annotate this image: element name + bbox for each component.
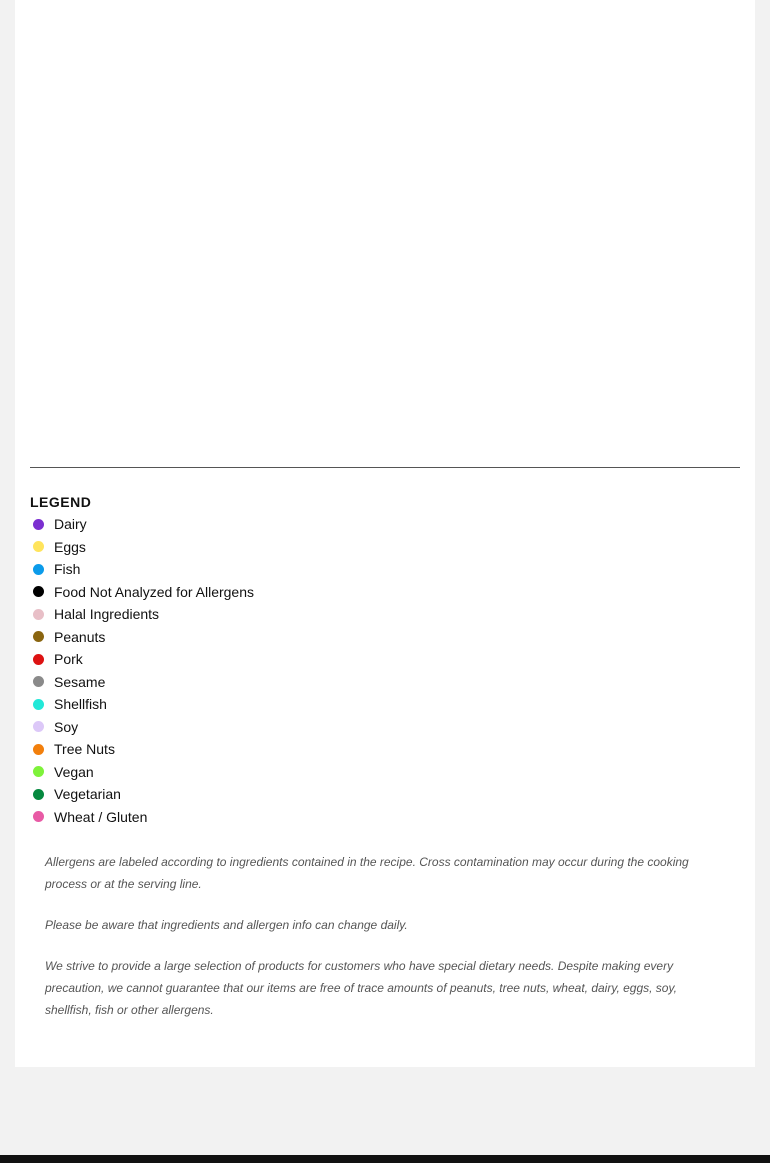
legend-item: [30, 626, 254, 649]
legend-item-label: Soy: [54, 718, 79, 735]
legend-item-label: Halal Ingredients: [54, 606, 160, 623]
legend-item-label: Wheat / Gluten: [54, 808, 148, 825]
eggs-dot-icon: [33, 541, 44, 552]
legend-item-label: Shellfish: [54, 696, 107, 713]
legend-item-label: Dairy: [54, 516, 87, 533]
pork-dot-icon: [33, 654, 44, 665]
legend-item: [30, 603, 254, 626]
disclaimer-cross-contamination: Allergens are labeled according to ingredients contained in the recipe. Cross contamination may occur during the cooking process or at the serving line.: [45, 855, 689, 891]
legend-item-label: Pork: [54, 651, 83, 668]
shellfish-dot-icon: [33, 699, 44, 710]
legend-item: [30, 783, 254, 806]
legend-list: [30, 513, 254, 828]
legend-item: [30, 581, 254, 604]
vegan-dot-icon: [33, 766, 44, 777]
legend-item-label: Eggs: [54, 538, 86, 555]
legend-item-label: Food Not Analyzed for Allergens: [54, 583, 255, 600]
disclaimer-no-guarantee: We strive to provide a large selection of products for customers who have special dietary needs. Despite making every precaution, we cannot guarantee that our items are free of trace amounts of peanuts, tree nuts, wheat, dairy, eggs, soy, shellfish, fish or other allergens.: [45, 959, 677, 1017]
not-analyzed-dot-icon: [33, 586, 44, 597]
soy-dot-icon: [33, 721, 44, 732]
allergen-disclaimer: [45, 851, 725, 1040]
vegetarian-dot-icon: [33, 789, 44, 800]
legend-item: [30, 536, 254, 559]
legend-item: [30, 716, 254, 739]
peanuts-dot-icon: [33, 631, 44, 642]
legend-item-label: Fish: [54, 561, 81, 578]
section-divider: [30, 467, 740, 468]
sesame-dot-icon: [33, 676, 44, 687]
legend-item: [30, 671, 254, 694]
legend-item: [30, 738, 254, 761]
tree-nuts-dot-icon: [33, 744, 44, 755]
fish-dot-icon: [33, 564, 44, 575]
legend-title: LEGEND: [30, 494, 92, 510]
disclaimer-daily-changes: Please be aware that ingredients and allergen info can change daily.: [45, 918, 408, 932]
dairy-dot-icon: [33, 519, 44, 530]
legend-item: [30, 648, 254, 671]
legend-item: [30, 761, 254, 784]
legend-item-label: Tree Nuts: [54, 741, 115, 758]
wheat-gluten-dot-icon: [33, 811, 44, 822]
legend-item: [30, 693, 254, 716]
legend-item-label: Vegan: [54, 763, 94, 780]
footer-bar: [0, 1155, 770, 1163]
legend-item: [30, 558, 254, 581]
menu-content-card: [15, 0, 755, 1067]
halal-dot-icon: [33, 609, 44, 620]
legend-item-label: Sesame: [54, 673, 106, 690]
legend-item-label: Peanuts: [54, 628, 106, 645]
legend-item: [30, 806, 254, 829]
legend-item: [30, 513, 254, 536]
legend-item-label: Vegetarian: [54, 786, 121, 803]
